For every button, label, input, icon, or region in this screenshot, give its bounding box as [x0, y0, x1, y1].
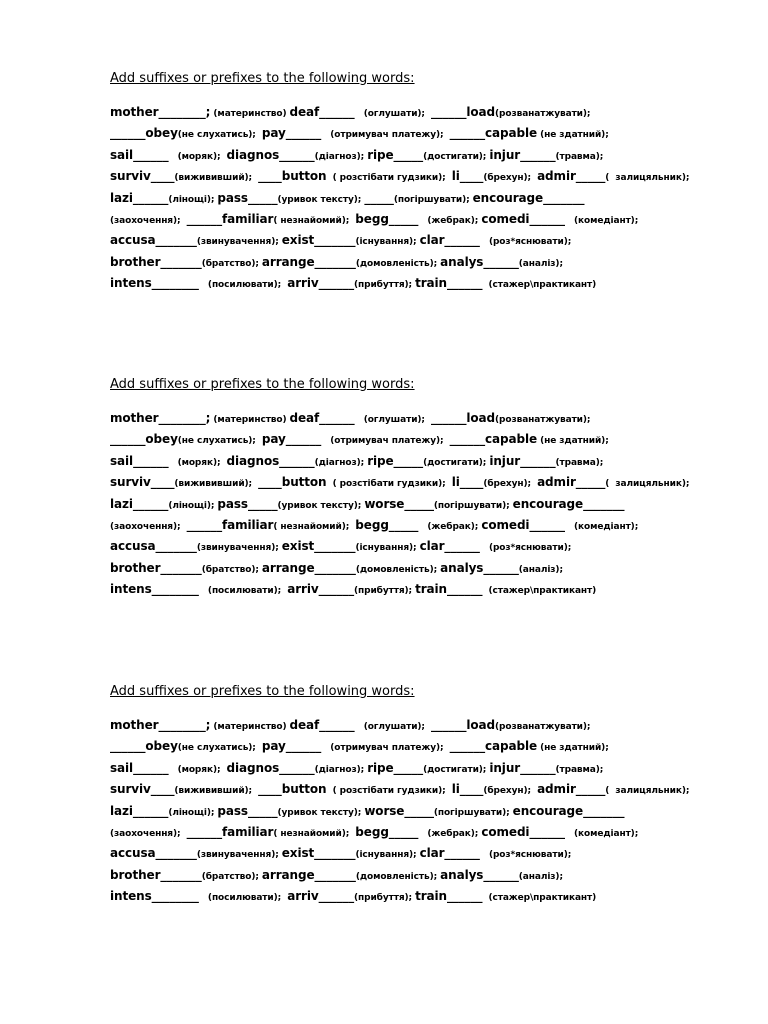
- translation-hint: (домовленість);: [355, 871, 441, 882]
- exercise-word: arrange_______: [261, 560, 356, 575]
- translation-hint: (діагноз);: [314, 764, 368, 775]
- exercise-line: [110, 843, 750, 864]
- translation-hint: (вижививший);: [174, 786, 259, 797]
- translation-hint: (лінощі);: [168, 194, 218, 205]
- exercise-word: pay______: [261, 126, 322, 141]
- exercise-line: [110, 801, 750, 822]
- exercise-line: [110, 865, 750, 886]
- exercise-word: begg_____: [355, 517, 419, 532]
- exercise-word: intens________: [110, 582, 199, 597]
- exercise-title: Add suffixes or prefixes to the following words:: [110, 684, 415, 699]
- exercise-lines: [110, 102, 750, 295]
- exercise-line: [110, 494, 750, 515]
- exercise-word: diagnos______: [226, 760, 315, 775]
- exercise-word: ______load: [430, 718, 496, 732]
- translation-hint: (моряк);: [168, 151, 227, 162]
- translation-hint: (оглушати);: [354, 109, 431, 119]
- exercise-word: encourage_______: [512, 803, 625, 818]
- translation-hint: (існування);: [355, 850, 420, 861]
- translation-hint: (стажер\практикант): [482, 280, 597, 291]
- exercise-line: [110, 102, 750, 123]
- exercise-line: [110, 166, 750, 187]
- translation-hint: (заохочення);: [110, 215, 187, 226]
- translation-hint: (діагноз);: [314, 151, 368, 162]
- exercise-word: deaf______: [289, 718, 355, 732]
- exercise-word: accusa_______: [110, 233, 197, 248]
- exercise-word: pay______: [261, 739, 322, 754]
- exercise-word: mother________;: [110, 411, 211, 425]
- exercise-word: worse_____: [364, 496, 434, 511]
- exercise-word: exist_______: [281, 846, 356, 861]
- exercise-word: ripe_____: [367, 147, 424, 162]
- exercise-word: encourage_______: [472, 190, 585, 205]
- exercise-word: analys______: [440, 867, 519, 882]
- translation-hint: (брехун);: [483, 786, 538, 797]
- translation-hint: (роз*яснювати);: [479, 543, 572, 554]
- exercise-word: brother_______: [110, 254, 202, 269]
- exercise-word: ripe_____: [367, 760, 424, 775]
- translation-hint: (братство);: [201, 871, 262, 882]
- translation-hint: (погіршувати);: [433, 500, 513, 511]
- exercise-line: [110, 536, 750, 557]
- exercise-line: [110, 886, 750, 907]
- translation-hint: (заохочення);: [110, 828, 187, 839]
- exercise-word: train______: [415, 276, 483, 291]
- exercise-line: [110, 230, 750, 251]
- translation-hint: (домовленість);: [355, 258, 441, 269]
- exercise-line: [110, 758, 750, 779]
- translation-hint: (стажер\практикант): [482, 586, 597, 597]
- exercise-word: ripe_____: [367, 453, 424, 468]
- translation-hint: (брехун);: [483, 479, 538, 490]
- translation-hint: (комедіант);: [564, 521, 639, 532]
- exercise-line: [110, 252, 750, 273]
- translation-hint: (жебрак);: [418, 828, 482, 839]
- exercise-line: [110, 408, 750, 429]
- translation-hint: (не здатний);: [537, 130, 609, 141]
- translation-hint: (уривок тексту);: [277, 807, 365, 818]
- translation-hint: (роз*яснювати);: [479, 237, 572, 248]
- exercise-word: ______obey: [110, 739, 178, 754]
- exercise-word: admir_____: [537, 782, 606, 797]
- exercise-word: pass_____: [217, 803, 278, 818]
- exercise-word: lazi______: [110, 190, 169, 205]
- translation-hint: (домовленість);: [355, 564, 441, 575]
- exercise-title: Add suffixes or prefixes to the following words:: [110, 377, 415, 392]
- translation-hint: (прибуття);: [353, 280, 416, 291]
- translation-hint: (аналіз);: [518, 258, 563, 269]
- translation-hint: ( розстібати гудзики);: [326, 479, 452, 490]
- exercise-word: deaf______: [289, 411, 355, 425]
- exercise-line: [110, 779, 750, 800]
- exercise-word: clar______: [419, 233, 480, 248]
- translation-hint: (розванатжувати);: [495, 722, 591, 732]
- translation-hint: (стажер\практикант): [482, 893, 597, 904]
- exercise-line: [110, 579, 750, 600]
- translation-hint: (роз*яснювати);: [479, 850, 572, 861]
- translation-hint: (комедіант);: [564, 215, 639, 226]
- exercise-word: ______capable: [449, 126, 538, 141]
- translation-hint: (діагноз);: [314, 457, 368, 468]
- exercise-word: begg_____: [355, 824, 419, 839]
- exercise-line: [110, 145, 750, 166]
- exercise-word: ______familiar: [186, 517, 274, 532]
- translation-hint: (прибуття);: [353, 586, 416, 597]
- exercise-word: pay______: [261, 432, 322, 447]
- exercise-word: mother________;: [110, 718, 211, 732]
- exercise-word: _____: [364, 190, 394, 205]
- exercise-word: ______capable: [449, 432, 538, 447]
- exercise-word: intens________: [110, 889, 199, 904]
- translation-hint: (не слухатись);: [177, 130, 262, 141]
- translation-hint: (материнство): [210, 415, 290, 425]
- exercise-word: ______load: [430, 411, 496, 425]
- translation-hint: (жебрак);: [418, 215, 482, 226]
- exercise-word: lazi______: [110, 496, 169, 511]
- translation-hint: (вижививший);: [174, 479, 259, 490]
- exercise-line: [110, 273, 750, 294]
- exercise-lines: [110, 408, 750, 601]
- translation-hint: (оглушати);: [354, 722, 431, 732]
- translation-hint: (лінощі);: [168, 500, 218, 511]
- exercise-word: arriv______: [287, 582, 354, 597]
- translation-hint: (брехун);: [483, 173, 538, 184]
- exercise-word: intens________: [110, 276, 199, 291]
- translation-hint: (звинувачення);: [196, 850, 282, 861]
- translation-hint: (оглушати);: [354, 415, 431, 425]
- exercise-line: [110, 558, 750, 579]
- exercise-line: [110, 123, 750, 144]
- translation-hint: ( залицяльник);: [605, 786, 690, 797]
- translation-hint: (звинувачення);: [196, 543, 282, 554]
- translation-hint: (не слухатись);: [177, 743, 262, 754]
- exercise-word: brother_______: [110, 560, 202, 575]
- translation-hint: (заохочення);: [110, 521, 187, 532]
- exercise-word: li____: [451, 169, 484, 184]
- exercise-word: sail______: [110, 147, 169, 162]
- translation-hint: (братство);: [201, 564, 262, 575]
- translation-hint: (існування);: [355, 237, 420, 248]
- translation-hint: (погіршувати);: [433, 807, 513, 818]
- exercise-word: surviv____: [110, 169, 175, 184]
- exercise-word: li____: [451, 475, 484, 490]
- translation-hint: ( залицяльник);: [605, 479, 690, 490]
- exercise-word: ____button: [258, 169, 327, 184]
- translation-hint: (жебрак);: [418, 521, 482, 532]
- translation-hint: (материнство): [210, 109, 290, 119]
- exercise-word: lazi______: [110, 803, 169, 818]
- exercise-line: [110, 188, 750, 209]
- translation-hint: ( незнайомий);: [273, 215, 356, 226]
- translation-hint: ( незнайомий);: [273, 521, 356, 532]
- exercise-line: [110, 209, 750, 230]
- exercise-word: accusa_______: [110, 539, 197, 554]
- exercise-word: pass_____: [217, 496, 278, 511]
- exercise-word: arriv______: [287, 276, 354, 291]
- translation-hint: (достигати);: [423, 151, 490, 162]
- translation-hint: (посилювати);: [198, 586, 288, 597]
- translation-hint: (комедіант);: [564, 828, 639, 839]
- exercise-line: [110, 715, 750, 736]
- translation-hint: (достигати);: [423, 764, 490, 775]
- exercise-word: ______obey: [110, 432, 178, 447]
- exercise-word: surviv____: [110, 475, 175, 490]
- translation-hint: (аналіз);: [518, 564, 563, 575]
- exercise-word: worse_____: [364, 803, 434, 818]
- translation-hint: (материнство): [210, 722, 290, 732]
- exercise-word: comedi______: [481, 211, 565, 226]
- translation-hint: (моряк);: [168, 764, 227, 775]
- exercise-word: ____button: [258, 475, 327, 490]
- exercise-word: pass_____: [217, 190, 278, 205]
- translation-hint: (аналіз);: [518, 871, 563, 882]
- translation-hint: (не слухатись);: [177, 436, 262, 447]
- translation-hint: (не здатний);: [537, 436, 609, 447]
- exercise-word: diagnos______: [226, 147, 315, 162]
- exercise-word: analys______: [440, 254, 519, 269]
- translation-hint: (розванатжувати);: [495, 415, 591, 425]
- exercise-word: arrange_______: [261, 254, 356, 269]
- exercise-title: Add suffixes or prefixes to the following words:: [110, 71, 415, 86]
- exercise-section-1: [110, 70, 750, 295]
- exercise-word: begg_____: [355, 211, 419, 226]
- translation-hint: (отримувач платежу);: [321, 130, 450, 141]
- translation-hint: (посилювати);: [198, 893, 288, 904]
- exercise-line: [110, 515, 750, 536]
- translation-hint: (братство);: [201, 258, 262, 269]
- exercise-section-3: [110, 683, 750, 908]
- exercise-word: clar______: [419, 539, 480, 554]
- exercise-word: mother________;: [110, 105, 211, 119]
- exercise-word: admir_____: [537, 475, 606, 490]
- exercise-word: encourage_______: [512, 496, 625, 511]
- translation-hint: ( залицяльник);: [605, 173, 690, 184]
- exercise-word: ______load: [430, 105, 496, 119]
- translation-hint: ( розстібати гудзики);: [326, 173, 452, 184]
- exercise-word: sail______: [110, 760, 169, 775]
- translation-hint: (звинувачення);: [196, 237, 282, 248]
- exercise-word: diagnos______: [226, 453, 315, 468]
- exercise-word: admir_____: [537, 169, 606, 184]
- exercise-word: surviv____: [110, 782, 175, 797]
- exercise-word: clar______: [419, 846, 480, 861]
- exercise-word: injur______: [489, 760, 556, 775]
- exercise-lines: [110, 715, 750, 908]
- translation-hint: ( незнайомий);: [273, 828, 356, 839]
- exercise-word: li____: [451, 782, 484, 797]
- translation-hint: (травма);: [555, 764, 604, 775]
- exercise-word: ______capable: [449, 739, 538, 754]
- exercise-word: brother_______: [110, 867, 202, 882]
- translation-hint: (прибуття);: [353, 893, 416, 904]
- translation-hint: (існування);: [355, 543, 420, 554]
- exercise-word: ______familiar: [186, 211, 274, 226]
- exercise-section-2: [110, 376, 750, 601]
- exercise-word: arrange_______: [261, 867, 356, 882]
- exercise-word: comedi______: [481, 824, 565, 839]
- exercise-word: analys______: [440, 560, 519, 575]
- exercise-line: [110, 451, 750, 472]
- exercise-line: [110, 472, 750, 493]
- translation-hint: (уривок тексту);: [277, 500, 365, 511]
- exercise-word: sail______: [110, 453, 169, 468]
- exercise-word: injur______: [489, 147, 556, 162]
- exercise-word: deaf______: [289, 105, 355, 119]
- translation-hint: (достигати);: [423, 457, 490, 468]
- exercise-word: injur______: [489, 453, 556, 468]
- translation-hint: ( розстібати гудзики);: [326, 786, 452, 797]
- exercise-line: [110, 429, 750, 450]
- exercise-line: [110, 822, 750, 843]
- translation-hint: (травма);: [555, 151, 604, 162]
- translation-hint: (не здатний);: [537, 743, 609, 754]
- exercise-word: arriv______: [287, 889, 354, 904]
- exercise-word: ____button: [258, 782, 327, 797]
- exercise-word: exist_______: [281, 233, 356, 248]
- exercise-word: train______: [415, 582, 483, 597]
- translation-hint: (отримувач платежу);: [321, 743, 450, 754]
- translation-hint: (лінощі);: [168, 807, 218, 818]
- exercise-word: accusa_______: [110, 846, 197, 861]
- exercise-word: exist_______: [281, 539, 356, 554]
- exercise-word: comedi______: [481, 517, 565, 532]
- translation-hint: (уривок тексту);: [277, 194, 365, 205]
- translation-hint: (вижививший);: [174, 173, 259, 184]
- exercise-word: ______obey: [110, 126, 178, 141]
- exercise-word: train______: [415, 889, 483, 904]
- translation-hint: (розванатжувати);: [495, 109, 591, 119]
- translation-hint: (отримувач платежу);: [321, 436, 450, 447]
- exercise-line: [110, 736, 750, 757]
- translation-hint: (погіршувати);: [393, 194, 473, 205]
- exercise-word: ______familiar: [186, 824, 274, 839]
- translation-hint: (посилювати);: [198, 280, 288, 291]
- translation-hint: (моряк);: [168, 457, 227, 468]
- translation-hint: (травма);: [555, 457, 604, 468]
